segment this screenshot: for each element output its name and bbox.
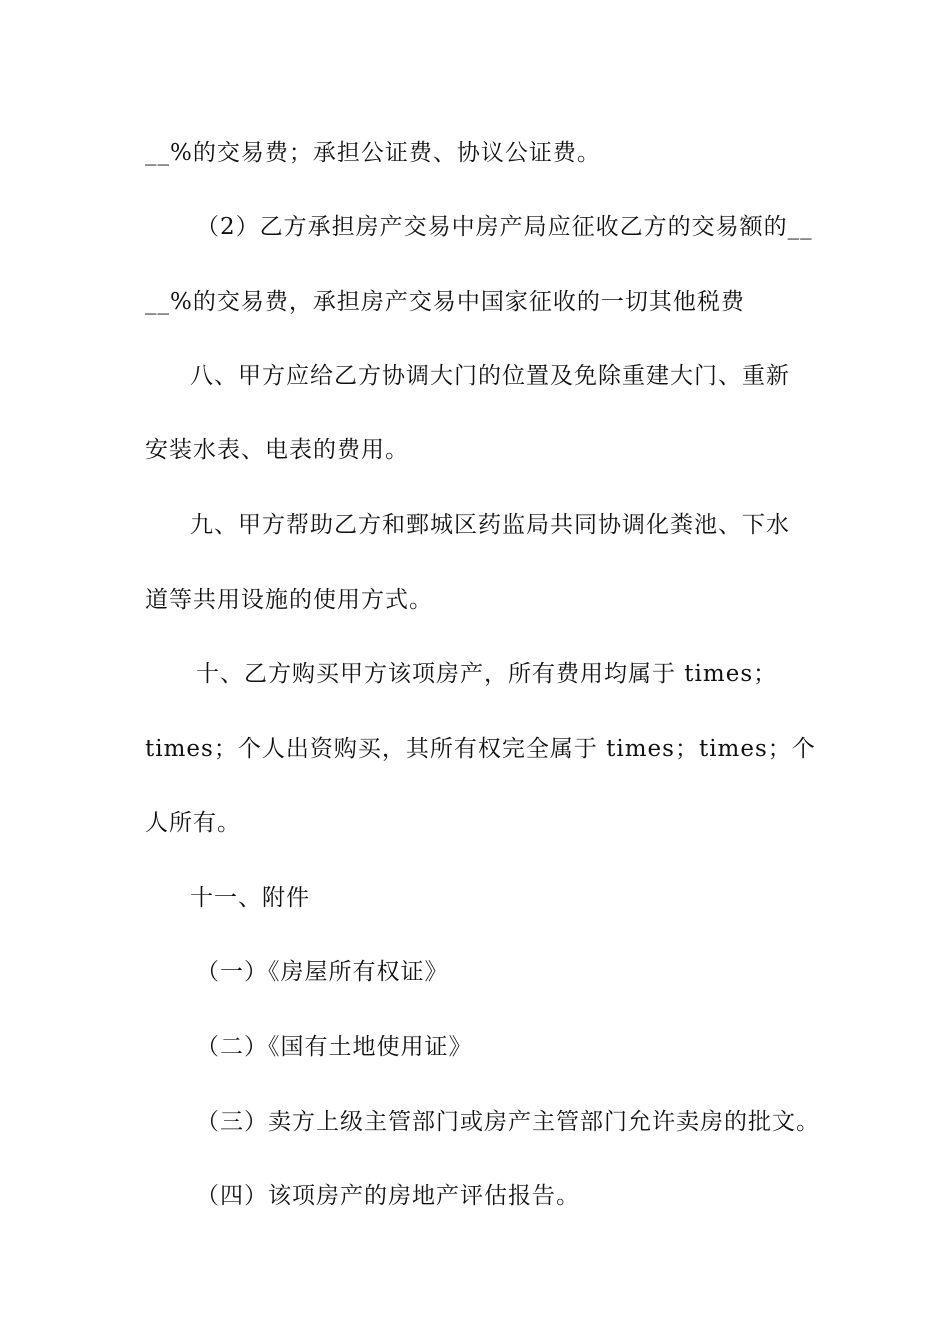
text-line-11: 十一、附件 (190, 885, 310, 911)
text-line-10: 人所有。 (145, 810, 241, 836)
text-line-4: 八、甲方应给乙方协调大门的位置及免除重建大门、重新 (190, 363, 790, 389)
text-line-7: 道等共用设施的使用方式。 (145, 587, 433, 613)
text-line-6: 九、甲方帮助乙方和鄄城区药监局共同协调化粪池、下水 (190, 512, 790, 538)
text-line-13: （二）《国有土地使用证》 (196, 1034, 473, 1060)
text-line-2: （2）乙方承担房产交易中房产局应征收乙方的交易额的__ (196, 214, 813, 240)
text-line-15: （四）该项房产的房地产评估报告。 (196, 1183, 580, 1209)
text-line-12: （一）《房屋所有权证》 (196, 959, 449, 985)
text-line-5: 安装水表、电表的费用。 (145, 437, 409, 463)
text-line-9: times；个人出资购买，其所有权完全属于 times；times；个 (145, 736, 816, 762)
text-line-3: __%的交易费，承担房产交易中国家征收的一切其他税费 (145, 289, 745, 315)
text-line-1: __%的交易费；承担公证费、协议公证费。 (145, 140, 601, 166)
text-line-8: 十、乙方购买甲方该项房产，所有费用均属于 times； (196, 661, 778, 687)
text-line-14: （三）卖方上级主管部门或房产主管部门允许卖房的批文。 (196, 1109, 820, 1135)
